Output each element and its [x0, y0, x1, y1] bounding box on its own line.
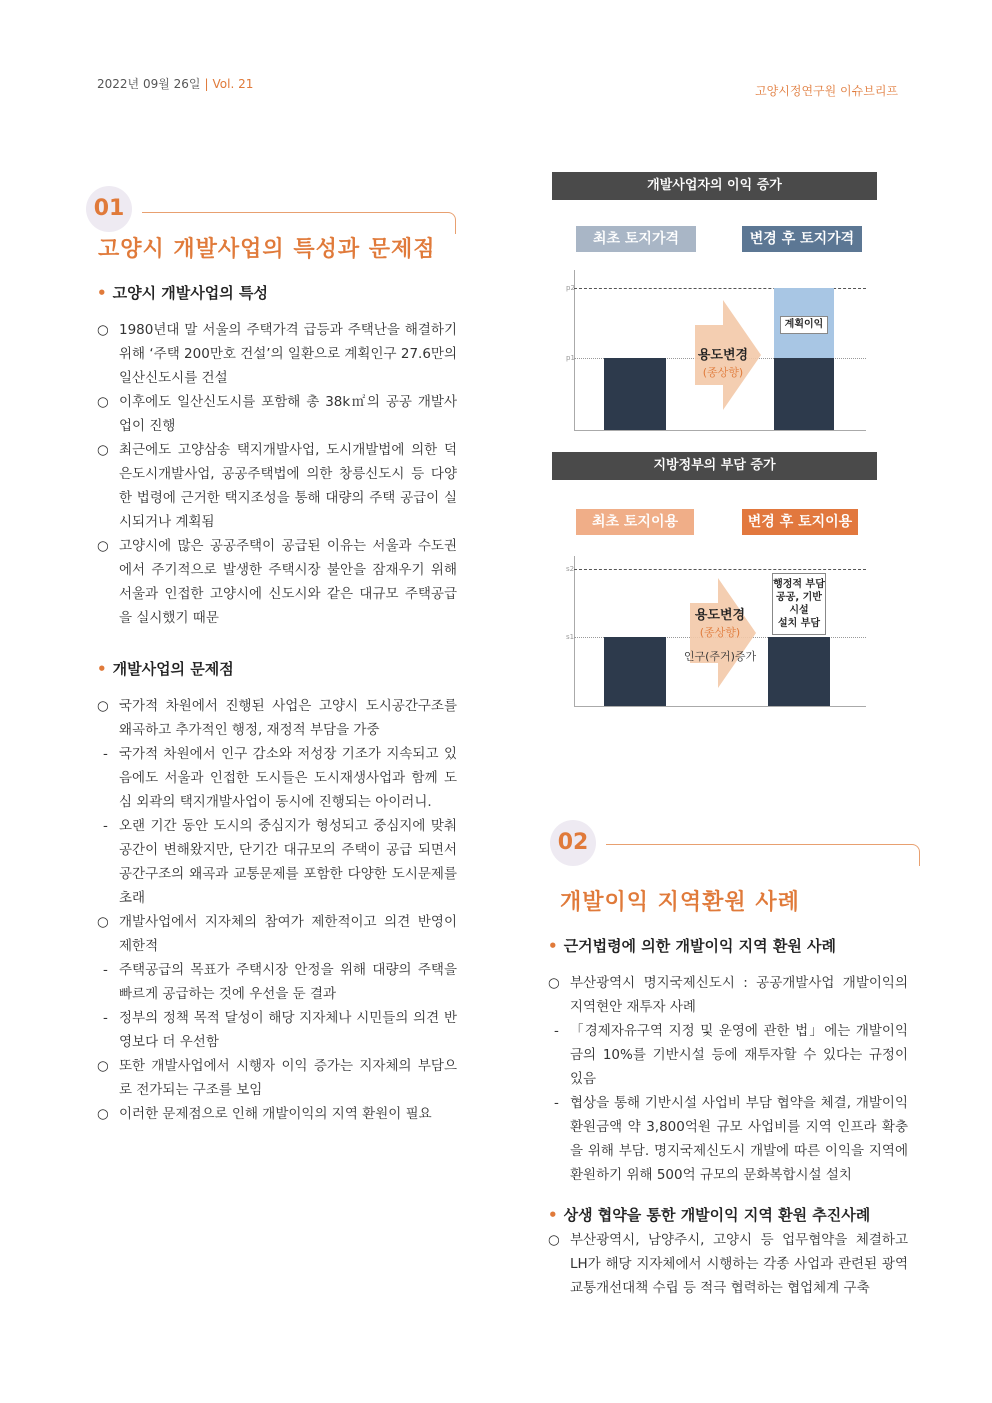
chart-2-burden-line-4: 설치 부담 [777, 618, 821, 629]
section-1-sub-2-title: 개발사업의 문제점 [112, 660, 234, 678]
list-subitem [97, 742, 457, 814]
list-bullet: ○ [97, 442, 109, 458]
list-text: 최근에도 고양삼송 택지개발사업, 도시개발법에 의한 덕은도시개발사업, 공공주택법에 의한 창릉신도시 등 다양한 법령에 근거한 택지조성을 통해 대량의 주택 공급이 실시되거나 계획됨 [119, 442, 457, 530]
chart-1-left-label: 최초 토지가격 [576, 226, 696, 252]
section-1-sub-1-heading [97, 282, 268, 303]
list-text: 개발사업에서 지자체의 참여가 제한적이고 의견 반영이 제한적 [119, 914, 457, 954]
chart-1-bar-before [604, 358, 666, 430]
section-1-sub-2-list [97, 694, 457, 1126]
header-separator: | [204, 77, 209, 91]
list-item [97, 390, 457, 438]
section-1-number: 01 [86, 186, 132, 232]
bullet-dot: • [548, 1206, 558, 1224]
chart-2-s2-line [574, 569, 866, 570]
section-2-sub-2-title: 상생 협약을 통한 개발이익 지역 환원 추진사례 [563, 1206, 871, 1224]
section-1-title: 고양시 개발사업의 특성과 문제점 [98, 237, 436, 262]
header-left [97, 75, 253, 92]
list-item [97, 694, 457, 742]
section-2-sub-1-list [548, 971, 908, 1187]
bullet-dot: • [548, 937, 558, 955]
section-1-sub-1-title: 고양시 개발사업의 특성 [112, 284, 268, 302]
list-text: 오랜 기간 동안 도시의 중심지가 형성되고 중심지에 맞춰 공간이 변해왔지만, 단기간 대규모의 주택이 공급 되면서 공간구조의 왜곡과 교통문제를 포함한 다양한 도시문제를 초래 [119, 818, 457, 906]
section-2-title: 개발이익 지역환원 사례 [560, 890, 800, 915]
section-1-sub-1-list [97, 318, 457, 630]
chart-2-arrow-label: 용도변경 [694, 608, 746, 623]
chart-1-right-label: 변경 후 토지가격 [742, 226, 862, 252]
chart-2-y-axis [574, 556, 575, 706]
list-item [97, 438, 457, 534]
list-text: 고양시에 많은 공공주택이 공급된 이유는 서울과 수도권에서 주기적으로 발생한 주택시장 불안을 잠재우기 위해 서울과 인접한 고양시에 신도시와 같은 대규모 주택공급을 실시했기 때문 [119, 538, 457, 626]
list-bullet: - [554, 1023, 559, 1039]
list-bullet: ○ [97, 538, 109, 554]
list-subitem [97, 958, 457, 1006]
chart-1-arrow-sub: (종상향) [702, 366, 744, 379]
list-subitem [548, 1091, 908, 1187]
list-bullet: ○ [97, 1106, 109, 1122]
list-item [97, 534, 457, 630]
list-bullet: - [103, 818, 108, 834]
bullet-dot: • [97, 660, 107, 678]
section-2-number: 02 [550, 820, 596, 866]
list-bullet: - [103, 962, 108, 978]
chart-2-burden-label [772, 573, 826, 635]
list-bullet: ○ [548, 1232, 560, 1248]
chart-1-title: 개발사업자의 이익 증가 [552, 172, 877, 200]
chart-2-burden-line-1: 행정적 부담 [773, 579, 825, 590]
list-item [548, 1228, 908, 1300]
chart-2-arrow-sub-2: 인구(주거)증가 [683, 650, 757, 663]
chart-2-tick-s2: s2 [566, 565, 575, 573]
list-subitem [97, 814, 457, 910]
list-bullet: ○ [97, 1058, 109, 1074]
list-item [548, 971, 908, 1019]
list-bullet: - [103, 1010, 108, 1026]
chart-2-left-label: 최초 토지이용 [576, 509, 694, 535]
list-text: 이후에도 일산신도시를 포함해 총 38k㎡의 공공 개발사업이 진행 [119, 394, 457, 434]
chart-2-title: 지방정부의 부담 증가 [552, 452, 877, 480]
list-item [97, 1054, 457, 1102]
list-bullet: ○ [548, 975, 560, 991]
list-text: 부산광역시 명지국제신도시 : 공공개발사업 개발이익의 지역현안 재투자 사례 [570, 975, 908, 1015]
bullet-dot: • [97, 284, 107, 302]
chart-1-arrow-label: 용도변경 [697, 348, 749, 363]
issue-date: 2022년 09월 26일 [97, 77, 201, 91]
list-text: 「경제자유구역 지정 및 운영에 관한 법」에는 개발이익금의 10%를 기반시설 등에 재투자할 수 있다는 규정이 있음 [570, 1023, 908, 1087]
section-2-sub-2-heading [548, 1204, 870, 1225]
section-2-sub-2-list [548, 1228, 908, 1300]
list-text: 주택공급의 목표가 주택시장 안정을 위해 대량의 주택을 빠르게 공급하는 것에 우선을 둔 결과 [119, 962, 457, 1002]
list-bullet: ○ [97, 394, 109, 410]
chart-2-bar-before [604, 637, 666, 706]
section-2-sub-1-title: 근거법령에 의한 개발이익 지역 환원 사례 [563, 937, 837, 955]
chart-1-x-axis [574, 430, 866, 431]
chart-1-tick-p1: p1 [566, 354, 575, 362]
list-item [97, 318, 457, 390]
list-text: 1980년대 말 서울의 주택가격 급등과 주택난을 해결하기 위해 ‘주택 200만호 건설’의 일환으로 계획인구 27.6만의 일산신도시를 건설 [119, 322, 457, 386]
chart-1-gain-label: 계획이익 [780, 316, 828, 334]
section-1-rule [142, 212, 456, 234]
list-bullet: ○ [97, 698, 109, 714]
chart-1-tick-p2: p2 [566, 284, 575, 292]
list-bullet: - [554, 1095, 559, 1111]
chart-1-y-axis [574, 270, 575, 430]
chart-2-arrow-sub: (종상향) [699, 626, 741, 639]
section-1-sub-2-heading [97, 658, 234, 679]
chart-2-x-axis [574, 706, 866, 707]
chart-2-burden-line-2: 공공, 기반 [776, 592, 822, 603]
section-2-sub-1-heading [548, 935, 836, 956]
list-item [97, 1102, 457, 1126]
list-item [97, 910, 457, 958]
issue-volume: Vol. 21 [212, 77, 254, 91]
chart-2-tick-s1: s1 [566, 633, 575, 641]
list-text: 정부의 정책 목적 달성이 해당 지자체나 시민들의 의견 반영보다 더 우선함 [119, 1010, 457, 1050]
list-text: 국가적 차원에서 인구 감소와 저성장 기조가 지속되고 있음에도 서울과 인접한 도시들은 도시재생사업과 함께 도심 외곽의 택지개발사업이 동시에 진행되는 아이러니. [119, 746, 457, 810]
list-bullet: - [103, 746, 108, 762]
list-subitem [97, 1006, 457, 1054]
chart-1-bar-after [774, 358, 834, 430]
list-bullet: ○ [97, 322, 109, 338]
list-text: 이러한 문제점으로 인해 개발이익의 지역 환원이 필요 [119, 1106, 432, 1122]
chart-2-bar-after [768, 637, 830, 706]
chart-2-right-label: 변경 후 토지이용 [742, 509, 858, 535]
list-text: 협상을 통해 기반시설 사업비 부담 협약을 체결, 개발이익 환원금액 약 3,800억원 규모 사업비를 지역 인프라 확충을 위해 부담. 명지국제신도시 개발에 따른 이익을 지역에 환원하기 위해 500억 규모의 문화복합시설 설치 [570, 1095, 908, 1183]
list-bullet: ○ [97, 914, 109, 930]
list-text: 국가적 차원에서 진행된 사업은 고양시 도시공간구조를 왜곡하고 추가적인 행정, 재정적 부담을 가중 [119, 698, 457, 738]
list-subitem [548, 1019, 908, 1091]
list-text: 또한 개발사업에서 시행자 이익 증가는 지자체의 부담으로 전가되는 구조를 보임 [119, 1058, 457, 1098]
section-2-rule [606, 844, 920, 866]
chart-2-burden-line-3: 시설 [789, 605, 809, 616]
publisher-name: 고양시정연구원 이슈브리프 [755, 84, 898, 98]
list-text: 부산광역시, 남양주시, 고양시 등 업무협약을 체결하고 LH가 해당 지자체에서 시행하는 각종 사업과 관련된 광역교통개선대책 수립 등 적극 협력하는 협업체계 구축 [570, 1232, 908, 1296]
